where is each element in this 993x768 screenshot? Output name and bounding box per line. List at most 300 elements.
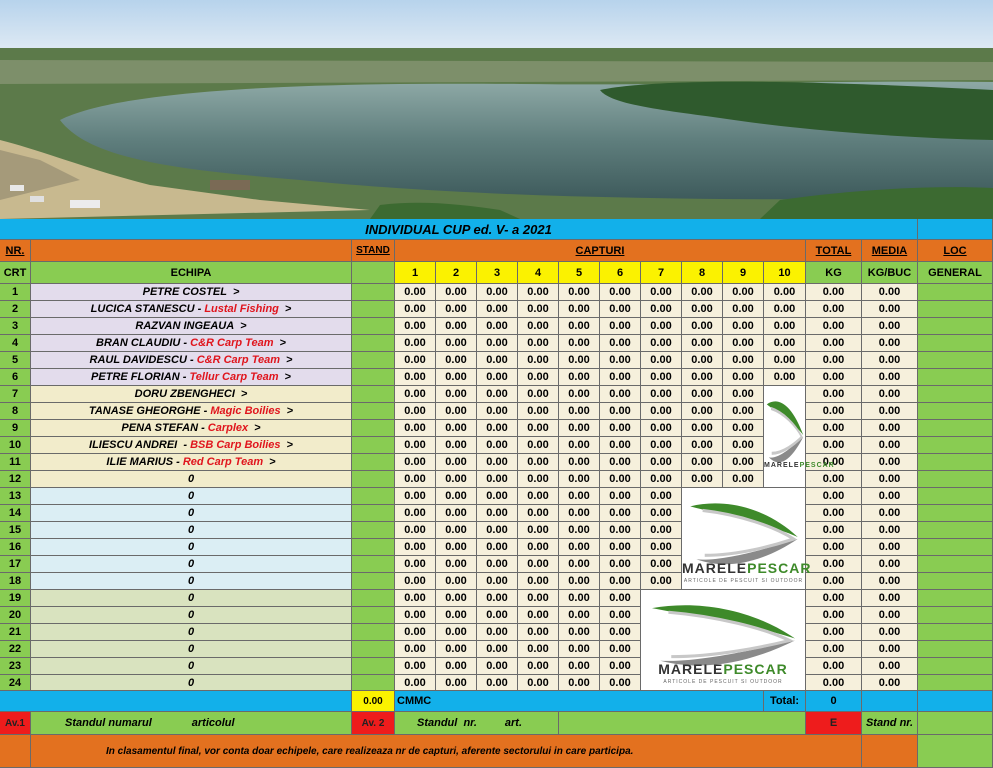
row-stand xyxy=(352,318,395,335)
row-media: 0.00 xyxy=(862,403,918,420)
capture-value: 0.00 xyxy=(477,658,518,675)
capture-value: 0.00 xyxy=(395,420,436,437)
logo-brand-b: PESCAR xyxy=(747,560,812,576)
row-stand xyxy=(352,471,395,488)
row-media: 0.00 xyxy=(862,284,918,301)
capture-value: 0.00 xyxy=(559,590,600,607)
row-total-kg: 0.00 xyxy=(806,488,862,505)
row-total-kg: 0.00 xyxy=(806,539,862,556)
row-total-kg: 0.00 xyxy=(806,386,862,403)
capture-value: 0.00 xyxy=(723,403,764,420)
footer-standul xyxy=(31,712,352,735)
capture-value: 0.00 xyxy=(395,539,436,556)
row-nr: 21 xyxy=(0,624,31,641)
header-nr: NR. xyxy=(0,240,31,262)
footer-standul-nr xyxy=(395,712,559,735)
capture-value: 0.00 xyxy=(395,488,436,505)
row-arrow: > xyxy=(286,439,293,451)
row-name xyxy=(31,505,352,522)
marele-pescar-logo-medium xyxy=(682,488,812,590)
capture-value: 0.00 xyxy=(477,420,518,437)
capture-value: 0.00 xyxy=(518,505,559,522)
capture-value: 0.00 xyxy=(518,420,559,437)
row-stand xyxy=(352,352,395,369)
capture-value: 0.00 xyxy=(436,641,477,658)
capture-value: 0.00 xyxy=(600,454,641,471)
row-loc xyxy=(918,403,993,420)
capture-value: 0.00 xyxy=(477,352,518,369)
capture-value: 0.00 xyxy=(518,607,559,624)
header-media: MEDIA xyxy=(862,240,918,262)
capture-value: 0.00 xyxy=(600,318,641,335)
art-label: art. xyxy=(504,717,523,729)
capture-value: 0.00 xyxy=(641,556,682,573)
row-nr: 3 xyxy=(0,318,31,335)
row-total-kg: 0.00 xyxy=(806,590,862,607)
capture-value: 0.00 xyxy=(518,369,559,386)
capture-value: 0.00 xyxy=(518,675,559,691)
capture-value: 0.00 xyxy=(600,471,641,488)
team-name: Magic Boilies xyxy=(210,405,281,417)
row-stand xyxy=(352,420,395,437)
row-loc xyxy=(918,369,993,386)
row-nr: 16 xyxy=(0,539,31,556)
capture-value: 0.00 xyxy=(600,607,641,624)
capture-value: 0.00 xyxy=(559,386,600,403)
capture-value: 0.00 xyxy=(764,301,806,318)
capture-value: 0.00 xyxy=(764,352,806,369)
row-nr: 1 xyxy=(0,284,31,301)
capture-value: 0.00 xyxy=(518,318,559,335)
capture-value: 0.00 xyxy=(477,318,518,335)
row-media: 0.00 xyxy=(862,675,918,691)
row-stand xyxy=(352,641,395,658)
capture-value: 0.00 xyxy=(477,539,518,556)
row-stand xyxy=(352,454,395,471)
row-total-kg: 0.00 xyxy=(806,335,862,352)
name-separator: - xyxy=(173,456,183,468)
row-stand xyxy=(352,607,395,624)
team-name: Red Carp Team xyxy=(182,456,264,468)
row-stand xyxy=(352,522,395,539)
standul-nr-label: Standul nr. xyxy=(417,717,477,729)
capture-value: 0.00 xyxy=(682,301,723,318)
capture-value: 0.00 xyxy=(641,301,682,318)
participant-name: PETRE FLORIAN xyxy=(91,371,180,383)
capture-value: 0.00 xyxy=(477,335,518,352)
capture-value: 0.00 xyxy=(395,318,436,335)
row-arrow: > xyxy=(286,405,294,417)
row-name xyxy=(31,454,352,471)
row-media: 0.00 xyxy=(862,420,918,437)
row-media: 0.00 xyxy=(862,556,918,573)
capture-value: 0.00 xyxy=(641,318,682,335)
row-loc xyxy=(918,318,993,335)
row-stand xyxy=(352,590,395,607)
header-capturi: CAPTURI xyxy=(395,240,806,262)
row-stand xyxy=(352,437,395,454)
participant-name: BRAN CLAUDIU xyxy=(96,337,181,349)
name-separator: - xyxy=(200,405,211,417)
row-stand xyxy=(352,335,395,352)
row-loc xyxy=(918,658,993,675)
row-loc xyxy=(918,437,993,454)
row-nr: 19 xyxy=(0,590,31,607)
capture-number-7: 7 xyxy=(641,262,682,284)
row-total-kg: 0.00 xyxy=(806,301,862,318)
capture-value: 0.00 xyxy=(518,556,559,573)
row-nr: 20 xyxy=(0,607,31,624)
row-name xyxy=(31,420,352,437)
capture-value: 0.00 xyxy=(641,488,682,505)
capture-value: 0.00 xyxy=(641,539,682,556)
capture-value: 0.00 xyxy=(518,454,559,471)
capture-value: 0.00 xyxy=(600,522,641,539)
team-name: Carplex xyxy=(207,422,249,434)
footer-blank-mid xyxy=(559,712,806,735)
name-separator: - xyxy=(177,439,191,451)
header-stand: STAND xyxy=(352,240,395,262)
row-total-kg: 0.00 xyxy=(806,369,862,386)
capture-value: 0.00 xyxy=(723,284,764,301)
capture-value: 0.00 xyxy=(477,505,518,522)
capture-value: 0.00 xyxy=(395,335,436,352)
row-nr: 7 xyxy=(0,386,31,403)
capture-value: 0.00 xyxy=(682,437,723,454)
capture-value: 0.00 xyxy=(518,335,559,352)
capture-value: 0.00 xyxy=(682,403,723,420)
row-name xyxy=(31,386,352,403)
capture-value: 0.00 xyxy=(436,335,477,352)
capture-value: 0.00 xyxy=(600,624,641,641)
row-media: 0.00 xyxy=(862,573,918,590)
row-stand xyxy=(352,301,395,318)
capture-value: 0.00 xyxy=(436,318,477,335)
row-stand xyxy=(352,573,395,590)
participant-name: 0 xyxy=(187,643,195,655)
footer-av1: Av.1 xyxy=(0,712,31,735)
row-loc xyxy=(918,590,993,607)
footer-total-value: 0 xyxy=(806,691,862,712)
row-arrow: > xyxy=(240,388,248,400)
capture-value: 0.00 xyxy=(559,607,600,624)
row-stand xyxy=(352,556,395,573)
capture-value: 0.00 xyxy=(600,335,641,352)
participant-name: 0 xyxy=(187,609,195,621)
row-nr: 6 xyxy=(0,369,31,386)
capture-value: 0.00 xyxy=(682,284,723,301)
capture-value: 0.00 xyxy=(518,403,559,420)
capture-number-9: 9 xyxy=(723,262,764,284)
capture-value: 0.00 xyxy=(436,437,477,454)
row-name xyxy=(31,556,352,573)
capture-number-6: 6 xyxy=(600,262,641,284)
participant-name: 0 xyxy=(187,592,195,604)
capture-value: 0.00 xyxy=(436,573,477,590)
capture-value: 0.00 xyxy=(764,335,806,352)
capture-value: 0.00 xyxy=(436,471,477,488)
row-name xyxy=(31,318,352,335)
participant-name: LUCICA STANESCU xyxy=(90,303,195,315)
name-separator: - xyxy=(198,422,208,434)
row-name xyxy=(31,352,352,369)
row-media: 0.00 xyxy=(862,522,918,539)
capture-value: 0.00 xyxy=(518,437,559,454)
row-arrow: > xyxy=(284,303,292,315)
capture-value: 0.00 xyxy=(395,454,436,471)
capture-value: 0.00 xyxy=(518,573,559,590)
row-loc xyxy=(918,454,993,471)
capture-value: 0.00 xyxy=(477,437,518,454)
capture-value: 0.00 xyxy=(477,641,518,658)
capture-value: 0.00 xyxy=(477,403,518,420)
capture-value: 0.00 xyxy=(600,488,641,505)
capture-value: 0.00 xyxy=(559,403,600,420)
participant-name: 0 xyxy=(187,490,195,502)
row-media: 0.00 xyxy=(862,386,918,403)
capture-value: 0.00 xyxy=(559,454,600,471)
participant-name: 0 xyxy=(187,575,195,587)
row-stand xyxy=(352,403,395,420)
row-total-kg: 0.00 xyxy=(806,420,862,437)
row-total-kg: 0.00 xyxy=(806,471,862,488)
participant-name: 0 xyxy=(187,507,195,519)
capture-value: 0.00 xyxy=(395,386,436,403)
competition-table xyxy=(0,219,993,768)
capture-value: 0.00 xyxy=(395,556,436,573)
capture-value: 0.00 xyxy=(518,471,559,488)
row-total-kg: 0.00 xyxy=(806,522,862,539)
row-name xyxy=(31,607,352,624)
capture-value: 0.00 xyxy=(559,658,600,675)
capture-value: 0.00 xyxy=(641,369,682,386)
capture-value: 0.00 xyxy=(641,403,682,420)
row-nr: 5 xyxy=(0,352,31,369)
header-stand-blank xyxy=(352,262,395,284)
capture-value: 0.00 xyxy=(559,318,600,335)
row-nr: 18 xyxy=(0,573,31,590)
participant-name: RAUL DAVIDESCU xyxy=(89,354,187,366)
footer-note: In clasamentul final, vor conta doar echipele, care realizeaza nr de capturi, aferente sectorului in care participa. xyxy=(31,735,862,768)
capture-value: 0.00 xyxy=(436,556,477,573)
row-media: 0.00 xyxy=(862,539,918,556)
capture-value: 0.00 xyxy=(682,471,723,488)
capture-value: 0.00 xyxy=(395,607,436,624)
row-loc xyxy=(918,386,993,403)
participant-name: 0 xyxy=(187,541,195,553)
participant-name: PENA STEFAN xyxy=(121,422,199,434)
team-name: Lustal Fishing xyxy=(204,303,279,315)
capture-value: 0.00 xyxy=(395,284,436,301)
row-nr: 23 xyxy=(0,658,31,675)
capture-value: 0.00 xyxy=(559,335,600,352)
marele-pescar-logo-large xyxy=(641,590,806,691)
row-total-kg: 0.00 xyxy=(806,284,862,301)
capture-value: 0.00 xyxy=(682,420,723,437)
capture-value: 0.00 xyxy=(477,386,518,403)
capture-value: 0.00 xyxy=(723,454,764,471)
capture-value: 0.00 xyxy=(600,352,641,369)
footer-blank-media xyxy=(862,691,918,712)
capture-value: 0.00 xyxy=(436,522,477,539)
row-media: 0.00 xyxy=(862,318,918,335)
logo-brand-b: PESCAR xyxy=(723,661,788,677)
name-separator: - xyxy=(186,354,197,366)
row-nr: 22 xyxy=(0,641,31,658)
capture-value: 0.00 xyxy=(395,471,436,488)
row-total-kg: 0.00 xyxy=(806,437,862,454)
row-stand xyxy=(352,386,395,403)
capture-value: 0.00 xyxy=(600,641,641,658)
row-total-kg: 0.00 xyxy=(806,556,862,573)
capture-value: 0.00 xyxy=(395,658,436,675)
capture-value: 0.00 xyxy=(641,420,682,437)
capture-value: 0.00 xyxy=(395,369,436,386)
lake-aerial-photo xyxy=(0,0,993,219)
capture-value: 0.00 xyxy=(764,284,806,301)
capture-value: 0.00 xyxy=(436,369,477,386)
capture-value: 0.00 xyxy=(436,675,477,691)
header-kg: KG xyxy=(806,262,862,284)
capture-number-4: 4 xyxy=(518,262,559,284)
logo-brand-a: MARELE xyxy=(658,661,724,677)
row-media: 0.00 xyxy=(862,658,918,675)
participant-name: 0 xyxy=(187,524,195,536)
capture-value: 0.00 xyxy=(395,573,436,590)
row-media: 0.00 xyxy=(862,488,918,505)
capture-value: 0.00 xyxy=(477,675,518,691)
capture-value: 0.00 xyxy=(436,420,477,437)
capture-value: 0.00 xyxy=(477,471,518,488)
capture-value: 0.00 xyxy=(395,352,436,369)
capture-value: 0.00 xyxy=(477,624,518,641)
name-separator: - xyxy=(194,303,205,315)
row-arrow: > xyxy=(284,371,291,383)
participant-name: 0 xyxy=(187,676,195,689)
row-total-kg: 0.00 xyxy=(806,641,862,658)
capture-value: 0.00 xyxy=(723,301,764,318)
header-kgbuc: KG/BUC xyxy=(862,262,918,284)
footer-blank-left xyxy=(0,691,352,712)
logo-brand-b: PESCAR xyxy=(799,462,835,469)
participant-name: ILIESCU ANDREI xyxy=(89,439,178,451)
header-crt: CRT xyxy=(0,262,31,284)
capture-value: 0.00 xyxy=(436,505,477,522)
capture-value: 0.00 xyxy=(600,284,641,301)
capture-value: 0.00 xyxy=(641,335,682,352)
capture-value: 0.00 xyxy=(600,403,641,420)
row-arrow: > xyxy=(232,286,240,298)
footer-av2: Av. 2 xyxy=(352,712,395,735)
footer-note-media xyxy=(862,735,918,768)
row-stand xyxy=(352,658,395,675)
capture-value: 0.00 xyxy=(682,386,723,403)
capture-value: 0.00 xyxy=(559,420,600,437)
capture-number-10: 10 xyxy=(764,262,806,284)
footer-blank-loc2 xyxy=(918,712,993,735)
capture-value: 0.00 xyxy=(723,420,764,437)
footer-note-left xyxy=(0,735,31,768)
row-arrow: > xyxy=(254,422,261,434)
capture-value: 0.00 xyxy=(477,607,518,624)
capture-value: 0.00 xyxy=(436,488,477,505)
team-name: C&R Carp Team xyxy=(196,354,281,366)
capture-value: 0.00 xyxy=(723,437,764,454)
row-name xyxy=(31,641,352,658)
capture-value: 0.00 xyxy=(518,641,559,658)
capture-value: 0.00 xyxy=(641,505,682,522)
capture-value: 0.00 xyxy=(764,318,806,335)
capture-number-5: 5 xyxy=(559,262,600,284)
logo-tagline: ARTICOLE DE PESCUIT SI OUTDOOR xyxy=(683,578,804,584)
logo-tagline: ARTICOLE DE PESCUIT SI OUTDOOR xyxy=(663,679,783,685)
row-arrow: > xyxy=(269,456,276,468)
capture-value: 0.00 xyxy=(518,624,559,641)
capture-value: 0.00 xyxy=(600,420,641,437)
row-name xyxy=(31,624,352,641)
capture-value: 0.00 xyxy=(518,284,559,301)
capture-value: 0.00 xyxy=(518,352,559,369)
row-loc xyxy=(918,284,993,301)
capture-value: 0.00 xyxy=(641,284,682,301)
row-loc xyxy=(918,335,993,352)
capture-value: 0.00 xyxy=(436,403,477,420)
capture-value: 0.00 xyxy=(436,284,477,301)
row-name xyxy=(31,284,352,301)
capture-number-3: 3 xyxy=(477,262,518,284)
capture-value: 0.00 xyxy=(600,386,641,403)
capture-value: 0.00 xyxy=(395,403,436,420)
header-general: GENERAL xyxy=(918,262,993,284)
capture-value: 0.00 xyxy=(600,658,641,675)
capture-value: 0.00 xyxy=(436,386,477,403)
capture-value: 0.00 xyxy=(518,539,559,556)
capture-value: 0.00 xyxy=(682,318,723,335)
capture-value: 0.00 xyxy=(723,386,764,403)
row-loc xyxy=(918,471,993,488)
footer-note-loc xyxy=(918,735,993,768)
row-media: 0.00 xyxy=(862,641,918,658)
capture-value: 0.00 xyxy=(477,301,518,318)
capture-value: 0.00 xyxy=(559,488,600,505)
capture-value: 0.00 xyxy=(559,369,600,386)
capture-value: 0.00 xyxy=(682,352,723,369)
row-media: 0.00 xyxy=(862,369,918,386)
row-nr: 11 xyxy=(0,454,31,471)
participant-name: DORU ZBENGHECI xyxy=(134,388,235,400)
capture-value: 0.00 xyxy=(395,437,436,454)
capture-number-1: 1 xyxy=(395,262,436,284)
capture-value: 0.00 xyxy=(477,369,518,386)
capture-value: 0.00 xyxy=(436,352,477,369)
row-media: 0.00 xyxy=(862,590,918,607)
capture-value: 0.00 xyxy=(600,437,641,454)
row-total-kg: 0.00 xyxy=(806,658,862,675)
capture-value: 0.00 xyxy=(559,284,600,301)
capture-value: 0.00 xyxy=(477,488,518,505)
row-loc xyxy=(918,505,993,522)
row-stand xyxy=(352,624,395,641)
capture-value: 0.00 xyxy=(641,352,682,369)
capture-value: 0.00 xyxy=(723,352,764,369)
row-loc xyxy=(918,352,993,369)
row-media: 0.00 xyxy=(862,624,918,641)
capture-value: 0.00 xyxy=(477,556,518,573)
row-name xyxy=(31,488,352,505)
row-name xyxy=(31,471,352,488)
row-nr: 24 xyxy=(0,675,31,691)
row-total-kg: 0.00 xyxy=(806,505,862,522)
